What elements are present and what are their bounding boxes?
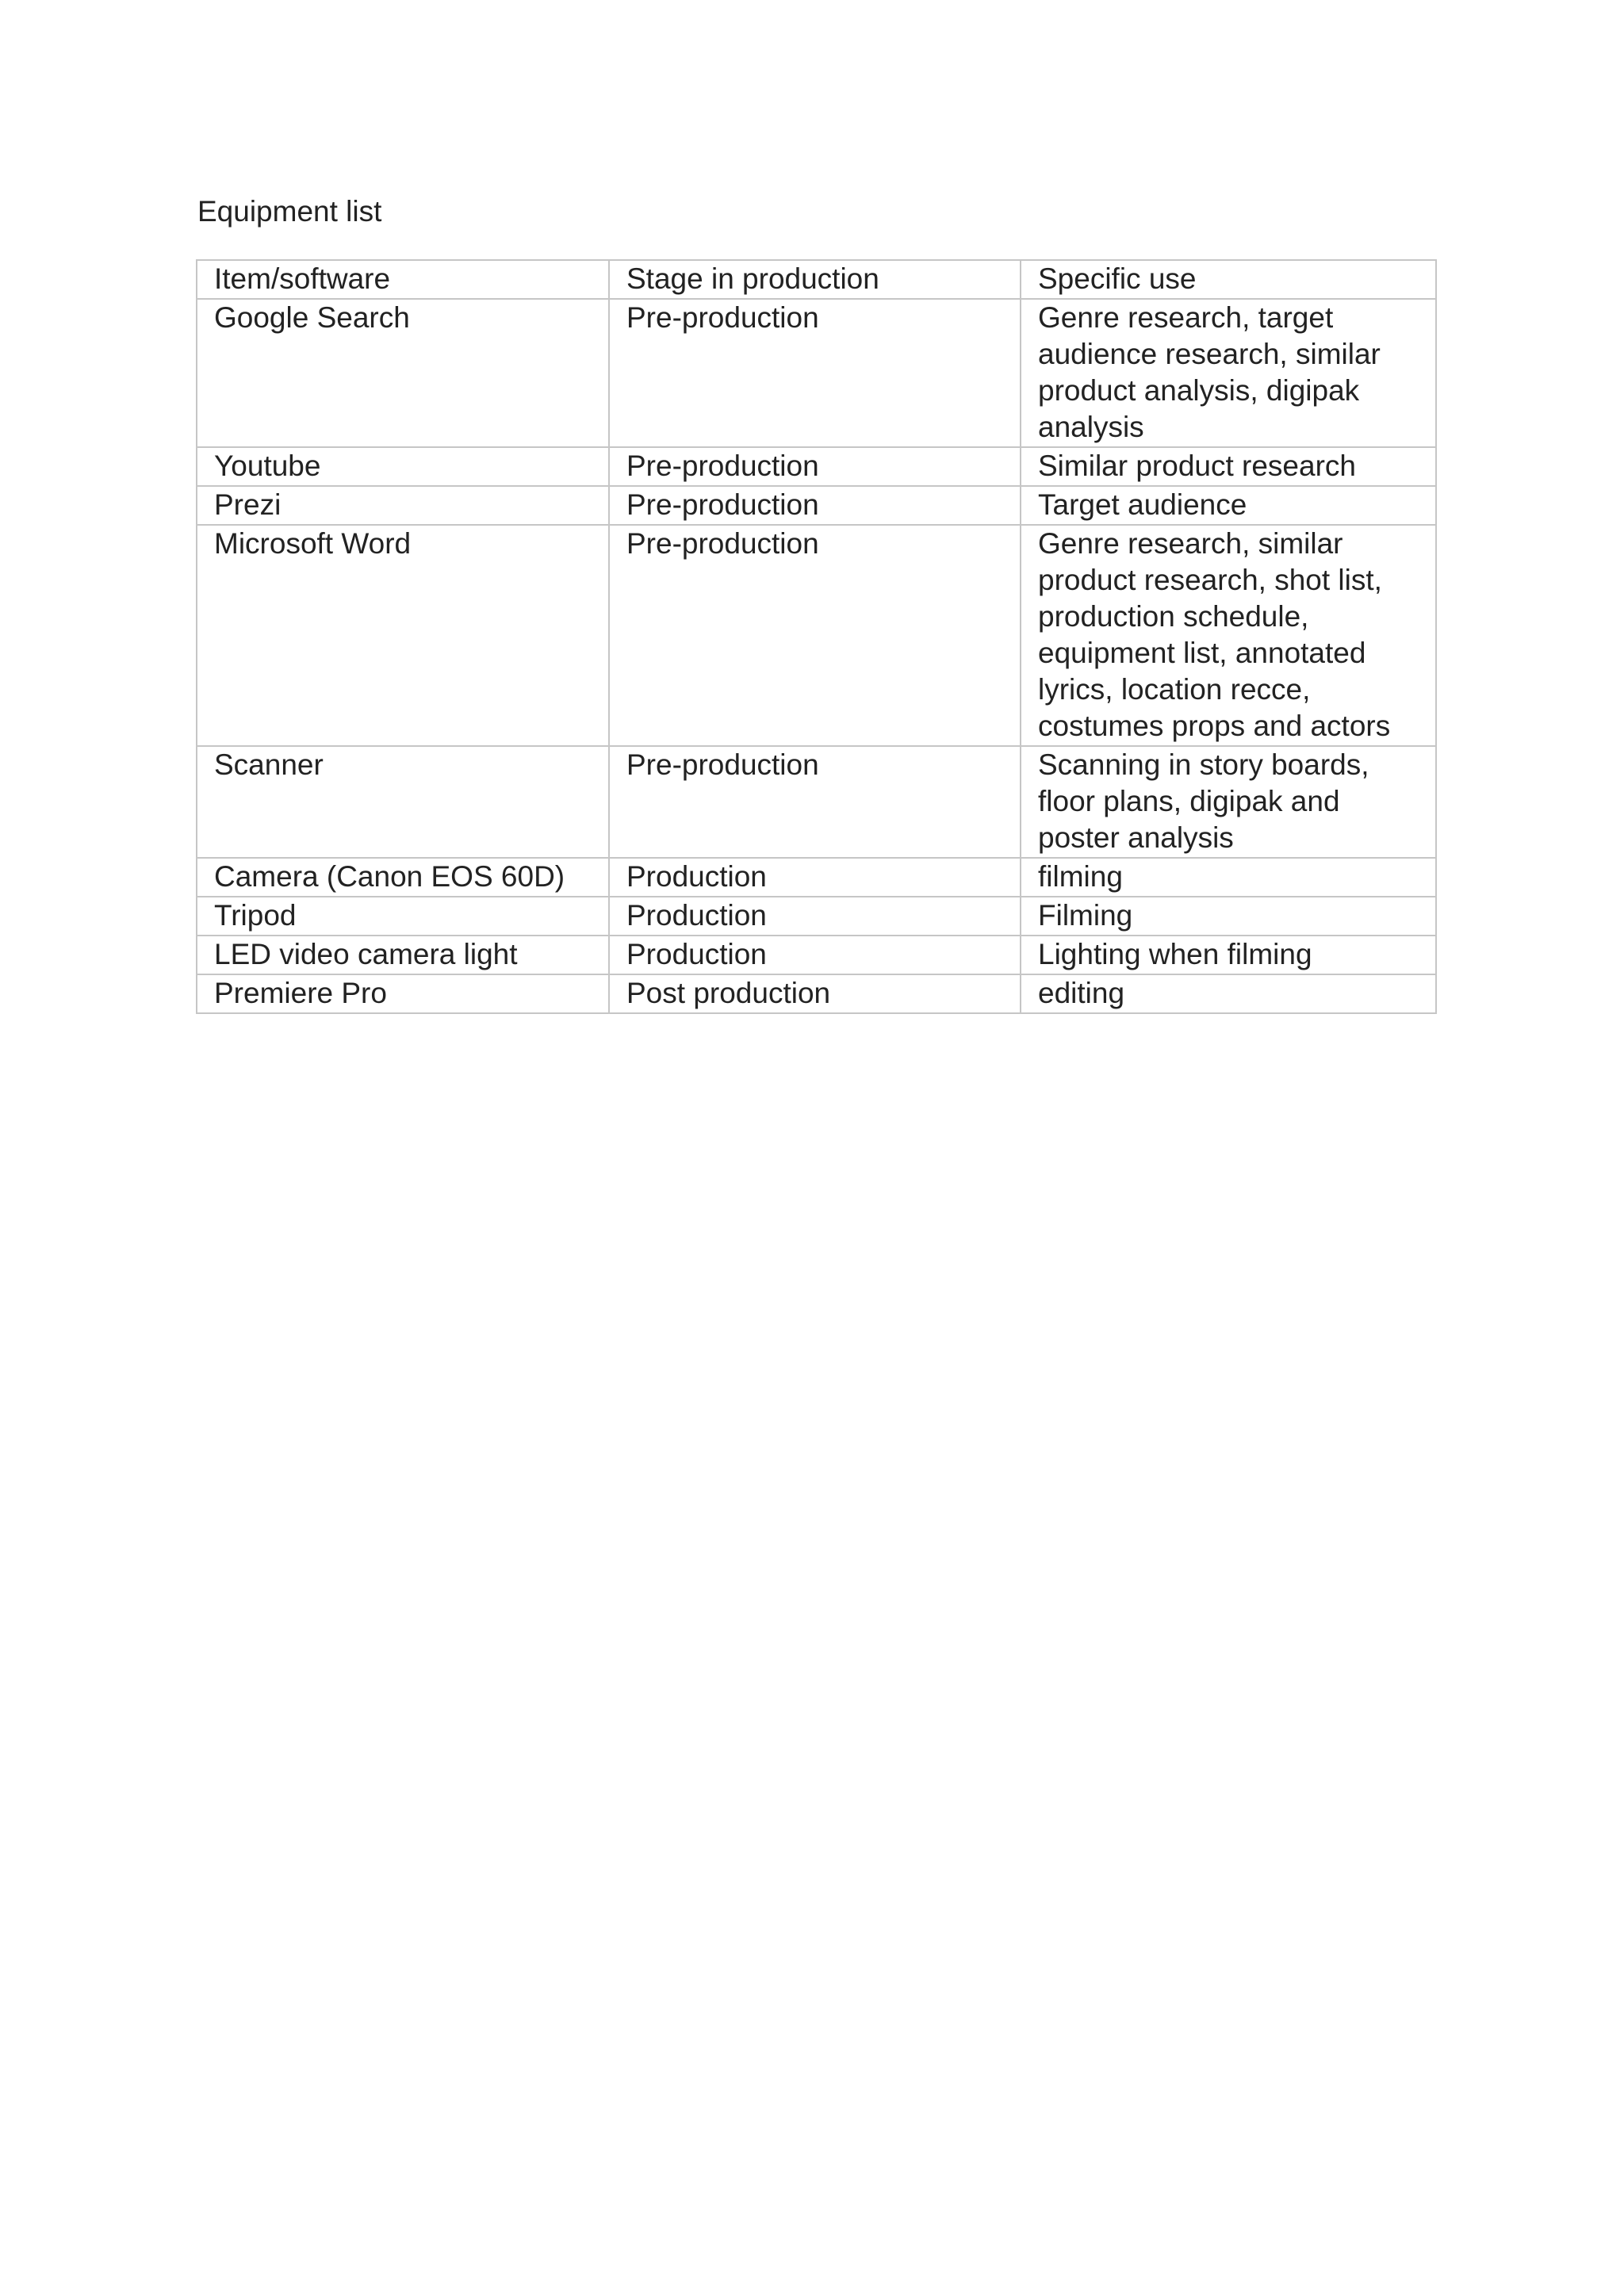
cell-use: filming [1021,858,1436,897]
table-row [197,897,1436,936]
header-specific-use: Specific use [1021,260,1436,299]
table-row [197,447,1436,486]
table-row [197,746,1436,858]
cell-stage: Pre-production [609,525,1021,746]
cell-item: Premiere Pro [197,974,609,1013]
table-row [197,299,1436,447]
cell-item: LED video camera light [197,936,609,974]
cell-use: Lighting when filming [1021,936,1436,974]
document-title: Equipment list [197,195,382,228]
equipment-table [196,259,1437,1014]
table-row [197,525,1436,746]
cell-use: editing [1021,974,1436,1013]
cell-use: Similar product research [1021,447,1436,486]
cell-item: Camera (Canon EOS 60D) [197,858,609,897]
cell-item: Scanner [197,746,609,858]
cell-use: Genre research, target audience research, similar product analysis, digipak analysis [1021,299,1436,447]
cell-stage: Production [609,858,1021,897]
cell-use: Genre research, similar product research, shot list, production schedule, equipment list, annotated lyrics, location recce, costumes props and actors [1021,525,1436,746]
header-item-software: Item/software [197,260,609,299]
cell-use: Target audience [1021,486,1436,525]
cell-stage: Production [609,936,1021,974]
cell-use: Filming [1021,897,1436,936]
table-row [197,974,1436,1013]
cell-use: Scanning in story boards, floor plans, digipak and poster analysis [1021,746,1436,858]
cell-item: Prezi [197,486,609,525]
cell-stage: Post production [609,974,1021,1013]
cell-stage: Pre-production [609,746,1021,858]
cell-stage: Pre-production [609,447,1021,486]
table-header-row [197,260,1436,299]
cell-item: Youtube [197,447,609,486]
cell-stage: Production [609,897,1021,936]
header-stage: Stage in production [609,260,1021,299]
cell-item: Tripod [197,897,609,936]
cell-stage: Pre-production [609,486,1021,525]
table-row [197,936,1436,974]
cell-item: Google Search [197,299,609,447]
table-row [197,486,1436,525]
cell-stage: Pre-production [609,299,1021,447]
cell-item: Microsoft Word [197,525,609,746]
table-row [197,858,1436,897]
